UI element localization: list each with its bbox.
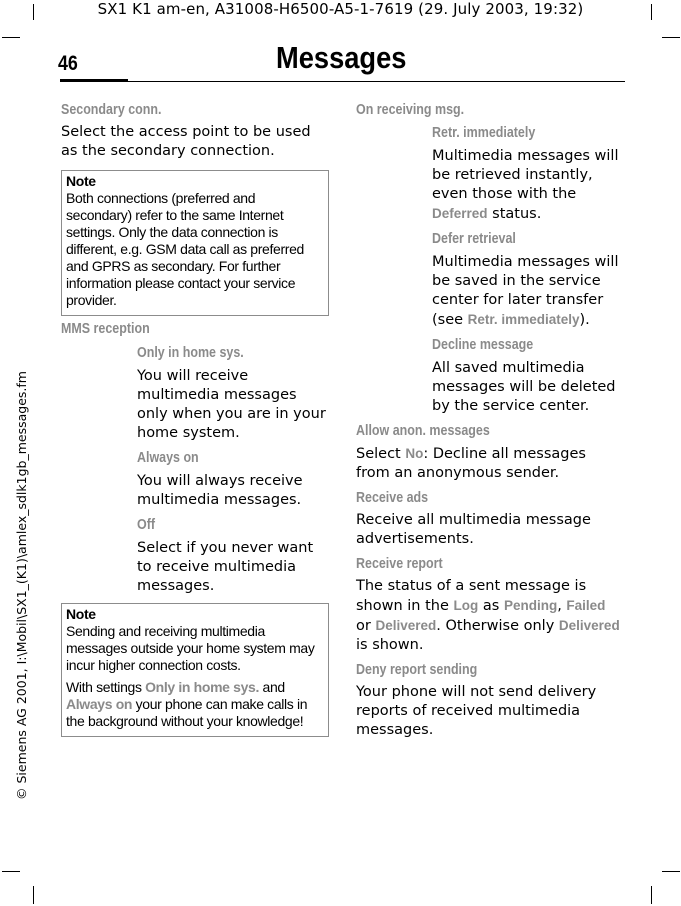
crop-mark — [33, 886, 34, 904]
left-column — [61, 100, 329, 737]
heading-allow-anon-messages: Allow anon. messages — [356, 423, 490, 439]
keyword: No — [405, 446, 424, 461]
note-text: Both connections (preferred and secondary) refer to the same Internet settings. Only the data connection is different, e.g. GSM data call as preferred and GPRS as secondary. For further information please contact your service provider. — [66, 190, 304, 308]
keyword: Delivered — [375, 618, 437, 633]
option-off-text: Select if you never want to receive multimedia messages. — [137, 540, 314, 594]
crop-mark — [2, 37, 20, 38]
note-text: Sending and receiving multimedia messages outside your home system may incur higher connection costs. — [66, 623, 315, 673]
crop-mark — [662, 871, 680, 872]
heading-deny-report-sending: Deny report sending — [356, 662, 478, 678]
keyword: Log — [453, 598, 479, 613]
crop-mark — [2, 871, 20, 872]
option-defer-retrieval: Defer retrieval — [432, 231, 516, 247]
side-file-note: © Siemens AG 2001, I:\Mobil\SX1_(K1)\amlex_sdlk1gb_messages.fm — [14, 371, 29, 800]
option-defer-retrieval-text: Multimedia messages will be saved in the service center for later transfer (see Retr. immediately). — [432, 254, 619, 328]
keyword: Failed — [566, 598, 606, 613]
keyword: Delivered — [558, 618, 620, 633]
secondary-conn-text: Select the access point to be used as the secondary connection. — [61, 124, 311, 159]
option-always-on: Always on — [137, 450, 199, 466]
option-only-in-home-sys: Only in home sys. — [137, 345, 244, 361]
page-number: 46 — [58, 52, 78, 75]
crop-mark — [651, 886, 652, 904]
option-off: Off — [137, 517, 156, 533]
note-text: With settings Only in home sys. and Always on your phone can make calls in the background without your knowledge! — [66, 679, 308, 729]
receiving-options — [432, 123, 624, 416]
keyword: Pending — [503, 598, 558, 613]
keyword: Deferred — [432, 206, 488, 221]
note-title: Note — [66, 606, 96, 622]
heading-receive-report: Receive report — [356, 556, 443, 572]
header-rule — [60, 81, 625, 82]
option-only-in-home-sys-text: You will receive multimedia messages only when you are in your home system. — [137, 368, 326, 441]
heading-receive-ads: Receive ads — [356, 490, 429, 506]
keyword: Always on — [66, 696, 133, 712]
note-title: Note — [66, 173, 96, 189]
receive-ads-text: Receive all multimedia message advertisements. — [356, 512, 591, 547]
option-decline-message-text: All saved multimedia messages will be deleted by the service center. — [432, 360, 616, 414]
option-retr-immediately: Retr. immediately — [432, 125, 536, 141]
option-retr-immediately-text: Multimedia messages will be retrieved instantly, even those with the Deferred status. — [432, 148, 619, 222]
running-head: SX1 K1 am-en, A31008-H6500-A5-1-7619 (29. July 2003, 19:32) — [97, 0, 584, 18]
keyword: Retr. immediately — [467, 312, 580, 327]
receive-report-text: The status of a sent message is shown in the Log as Pending, Failed or Delivered. Otherwise only Delivered is shown. — [356, 578, 620, 653]
right-column — [356, 100, 624, 740]
heading-secondary-conn: Secondary conn. — [61, 102, 162, 118]
page-title: Messages — [276, 40, 407, 75]
crop-mark — [662, 37, 680, 38]
mms-options — [137, 343, 329, 596]
heading-on-receiving-msg: On receiving msg. — [356, 102, 465, 118]
deny-report-text: Your phone will not send delivery reports of received multimedia messages. — [356, 684, 597, 738]
note-box — [61, 170, 329, 316]
keyword: Only in home sys. — [145, 679, 260, 695]
allow-anon-text: Select No: Decline all messages from an anonymous sender. — [356, 446, 586, 481]
option-always-on-text: You will always receive multimedia messages. — [137, 473, 303, 508]
heading-mms-reception: MMS reception — [61, 321, 150, 337]
option-decline-message: Decline message — [432, 337, 534, 353]
note-box — [61, 603, 329, 737]
